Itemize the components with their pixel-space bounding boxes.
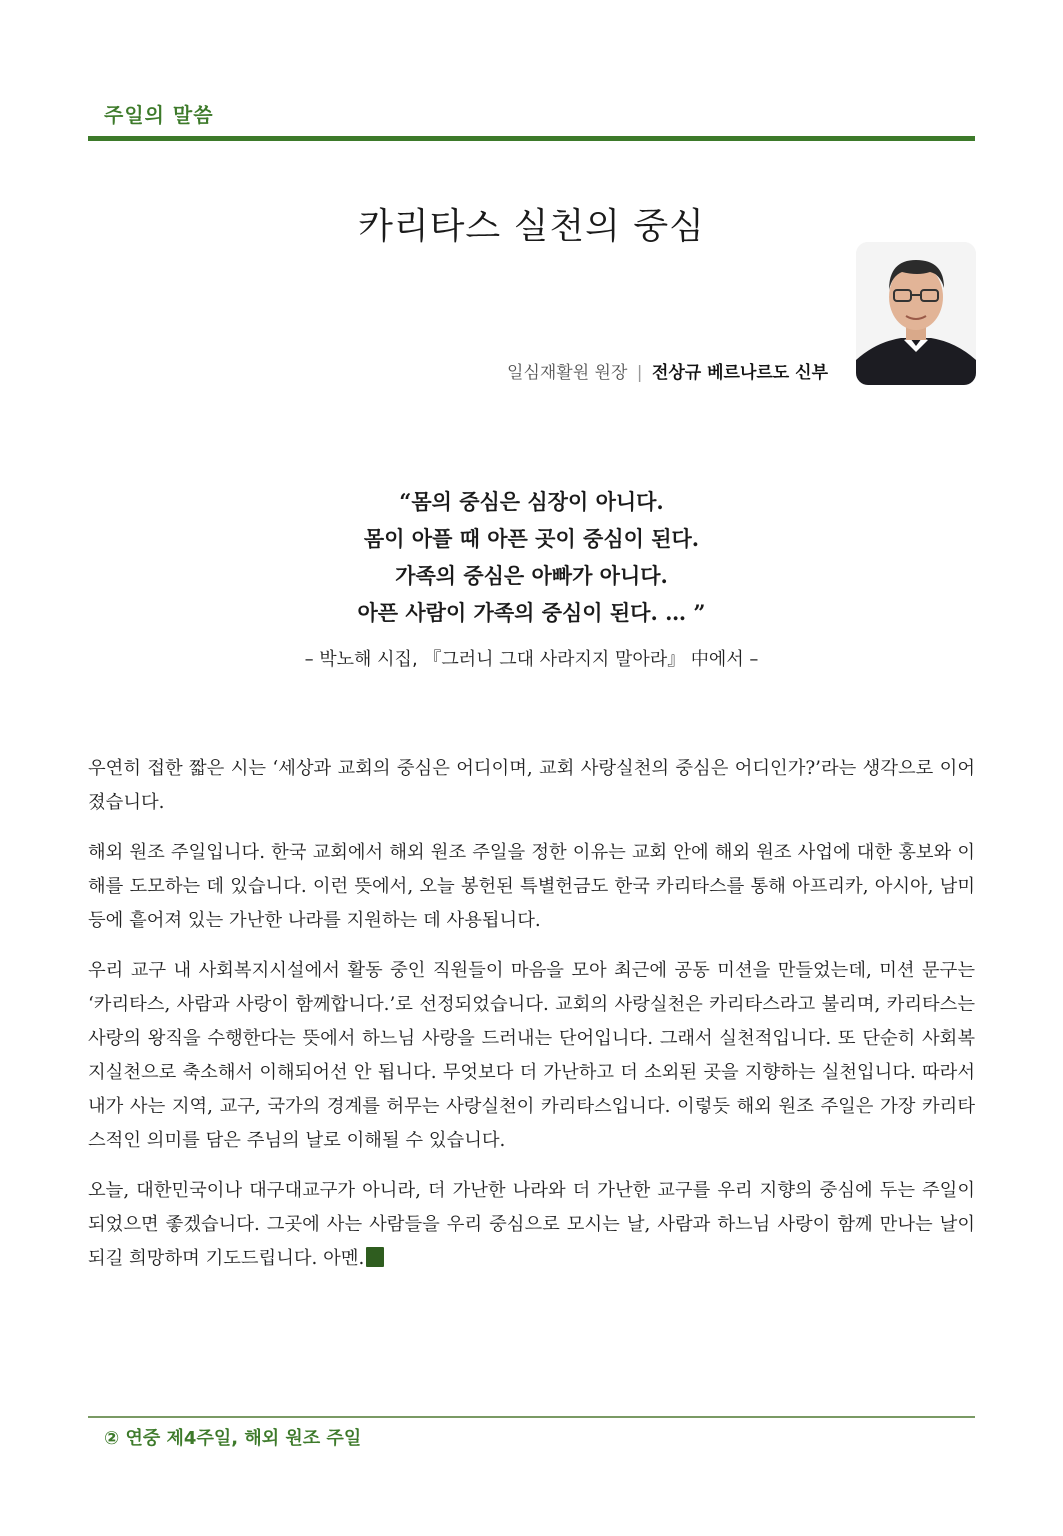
poem-line: “몸의 중심은 심장이 아니다. bbox=[399, 489, 664, 514]
body-paragraph-last bbox=[88, 1174, 975, 1276]
poem-source: – 박노해 시집, 『그러니 그대 사라지지 말아라』 中에서 – bbox=[304, 649, 759, 670]
priest-portrait-icon bbox=[856, 242, 976, 385]
author-line bbox=[507, 358, 828, 383]
author-name: 전상규 베르나르도 신부 bbox=[651, 363, 828, 383]
section-label: 주일의 말씀 bbox=[104, 103, 214, 127]
top-divider bbox=[88, 136, 975, 141]
bottom-divider bbox=[88, 1416, 975, 1418]
body-paragraph: 우리 교구 내 사회복지시설에서 활동 중인 직원들이 마음을 모아 최근에 공동 미션을 만들었는데, 미션 문구는 ‘카리타스, 사람과 사랑이 함께합니다.’로 선정되었습니다. 교회의 사랑실천은 카리타스라고 불리며, 카리타스는 사랑의 왕직을 수행한다는 뜻에서 하느님 사랑을 드러내는 단어입니다. 그래서 실천적입니다. 또 단순히 사회복지실천으로 축소해서 이해되어선 안 됩니다. 무엇보다 더 가난하고 더 소외된 곳을 지향하는 실천입니다. 따라서 내가 사는 지역, 교구, 국가의 경계를 허무는 사랑실천이 카리타스입니다. 이렇듯 해외 원조 주일은 가장 카리타스적인 의미를 담은 주님의 날로 이해될 수 있습니다. bbox=[88, 960, 975, 1151]
end-mark-icon bbox=[366, 1247, 384, 1267]
poem-line: 가족의 중심은 아빠가 아니다. bbox=[395, 563, 668, 588]
body-paragraph-text: 오늘, 대한민국이나 대구대교구가 아니라, 더 가난한 나라와 더 가난한 교구를 우리 지향의 중심에 두는 주일이 되었으면 좋겠습니다. 그곳에 사는 사람들을 우리 중심으로 모시는 날, 사람과 하느님 사랑이 함께 만나는 날이 되길 희망하며 기도드립니다. 아멘. bbox=[88, 1180, 975, 1269]
poem-line: 아픈 사람이 가족의 중심이 된다. … ” bbox=[357, 600, 706, 625]
body-paragraph: 해외 원조 주일입니다. 한국 교회에서 해외 원조 주일을 정한 이유는 교회 안에 해외 원조 사업에 대한 홍보와 이해를 도모하는 데 있습니다. 이런 뜻에서, 오늘 봉헌된 특별헌금도 한국 카리타스를 통해 아프리카, 아시아, 남미 등에 흩어져 있는 가난한 나라를 지원하는 데 사용됩니다. bbox=[88, 842, 975, 931]
page-footer: ② 연중 제4주일, 해외 원조 주일 bbox=[104, 1428, 362, 1449]
body-paragraph: 우연히 접한 짧은 시는 ‘세상과 교회의 중심은 어디이며, 교회 사랑실천의 중심은 어디인가?’라는 생각으로 이어졌습니다. bbox=[88, 758, 975, 813]
poem-line: 몸이 아플 때 아픈 곳이 중심이 된다. bbox=[363, 526, 700, 551]
author-separator: | bbox=[636, 363, 643, 383]
article-title: 카리타스 실천의 중심 bbox=[358, 206, 705, 247]
article-body bbox=[88, 752, 975, 1292]
author-photo bbox=[856, 242, 976, 385]
poem-quote bbox=[0, 483, 1063, 631]
author-role: 일심재활원 원장 bbox=[507, 363, 628, 383]
